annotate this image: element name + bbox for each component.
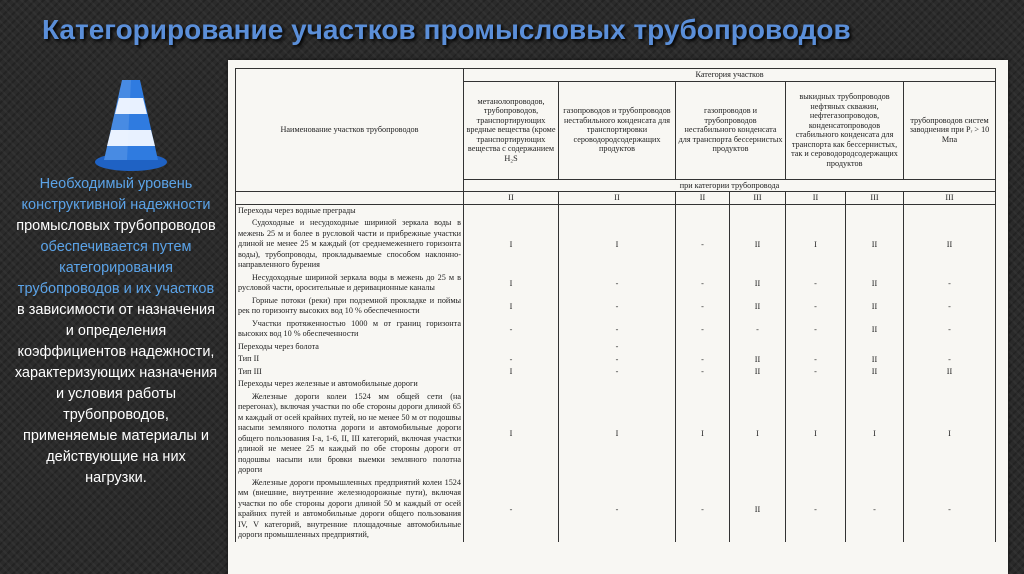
category-value bbox=[730, 204, 786, 217]
category-cell: III bbox=[730, 192, 786, 205]
column-header: метанолопроводов, трубопроводов, транспортирующих вредные вещества (кроме транспортирующих вещества с содержанием H₂S bbox=[464, 81, 559, 179]
category-value: II bbox=[904, 366, 996, 379]
table-row bbox=[236, 341, 996, 354]
category-value: II bbox=[846, 295, 904, 318]
category-cell: III bbox=[904, 192, 996, 205]
category-value: I bbox=[559, 217, 676, 272]
category-value: - bbox=[559, 318, 676, 341]
row-name: Переходы через болота bbox=[236, 341, 464, 354]
category-value bbox=[904, 204, 996, 217]
category-cell: II bbox=[786, 192, 846, 205]
category-value: - bbox=[786, 272, 846, 295]
column-header: газопроводов и трубопроводов нестабильного конденсата для транспортировки сероводородсодержащих продуктов bbox=[559, 81, 676, 179]
column-header: выкидных трубопроводов нефтяных скважин, нефтегазопроводов, конденсатопроводов стабильного конденсата для транспорта как бессернистых, так и сероводородсодержащих продуктов bbox=[786, 81, 904, 179]
table-row bbox=[236, 318, 996, 341]
plain-text: в зависимости от назначения и определения коэффициентов надежности, характеризующих назначения и условия работы трубопроводов, применяемые материалы и действующие на них нагрузки. bbox=[14, 302, 218, 486]
category-value bbox=[786, 204, 846, 217]
category-table bbox=[235, 68, 996, 542]
category-value: I bbox=[464, 391, 559, 477]
category-value bbox=[846, 378, 904, 391]
category-value: - bbox=[786, 318, 846, 341]
category-value bbox=[786, 341, 846, 354]
category-value: I bbox=[464, 217, 559, 272]
category-value: - bbox=[559, 353, 676, 366]
category-value bbox=[846, 204, 904, 217]
row-name: Железные дороги колеи 1524 мм общей сети (на перегонах), включая участки по обе стороны дороги длиной 65 м каждый от осей крайних путей, но не менее 50 м от подошвы насыпи земляного полотна дороги и автомобильные дороги общего пользования I-а, 1-6, II, III категорий, включая участки длиной не менее 25 м каждый по обе стороны дороги от подошвы насыпи или бровки выемки земляного полотна дороги bbox=[236, 391, 464, 477]
corner-header: Наименование участков трубопроводов bbox=[236, 69, 464, 192]
category-value: - bbox=[676, 295, 730, 318]
row-name: Участки протяженностью 1000 м от границ горизонта высоких вод 10 % обеспеченности bbox=[236, 318, 464, 341]
category-value: - bbox=[730, 318, 786, 341]
category-value: II bbox=[730, 217, 786, 272]
category-value bbox=[786, 378, 846, 391]
category-value: - bbox=[464, 318, 559, 341]
traffic-cone-icon bbox=[92, 74, 170, 174]
row-name: Горные потоки (реки) при подземной прокладке и поймы рек по горизонту высоких вод 10 % обеспеченности bbox=[236, 295, 464, 318]
category-value bbox=[559, 378, 676, 391]
category-value: - bbox=[676, 353, 730, 366]
highlight-text: обеспечивается путем категорирования трубопроводов и их участков bbox=[17, 239, 215, 297]
category-value: II bbox=[846, 353, 904, 366]
category-cell: III bbox=[846, 192, 904, 205]
scanned-table-document bbox=[228, 60, 1008, 574]
category-value: I bbox=[559, 391, 676, 477]
category-value bbox=[904, 378, 996, 391]
category-value: - bbox=[904, 272, 996, 295]
table-row bbox=[236, 272, 996, 295]
table-row bbox=[236, 353, 996, 366]
category-value: - bbox=[559, 272, 676, 295]
category-value: - bbox=[904, 477, 996, 542]
category-value: - bbox=[846, 477, 904, 542]
category-value: - bbox=[786, 477, 846, 542]
category-value bbox=[676, 341, 730, 354]
table-body bbox=[236, 204, 996, 542]
category-value bbox=[846, 341, 904, 354]
category-value: - bbox=[786, 366, 846, 379]
column-header: трубопроводов систем заводнения при Pᵣ > 10 Мпа bbox=[904, 81, 996, 179]
category-value: I bbox=[904, 391, 996, 477]
category-value: II bbox=[846, 272, 904, 295]
category-value: - bbox=[676, 217, 730, 272]
category-value: II bbox=[846, 366, 904, 379]
category-value: - bbox=[676, 318, 730, 341]
category-value bbox=[730, 378, 786, 391]
row-name: Судоходные и несудоходные шириной зеркала воды в межень 25 м и более в русловой части и прибрежные участки длиной не менее 25 м каждый (от среднемеженнего горизонта воды), трубопроводы, прокладываемые способом наклонно-направленного бурения bbox=[236, 217, 464, 272]
category-value: II bbox=[846, 318, 904, 341]
table-row bbox=[236, 217, 996, 272]
category-value: I bbox=[464, 272, 559, 295]
category-value bbox=[559, 204, 676, 217]
row-name: Железные дороги промышленных предприятий колеи 1524 мм (внешние, внутренние железнодорожные пути), включая участки по обе стороны дороги длиной 50 м каждый от осей крайних путей и автомобильные дороги общего пользования IV, V категорий, внутренние площадочные автомобильные дороги промышленных предприятий, bbox=[236, 477, 464, 542]
table-row bbox=[236, 366, 996, 379]
category-value: - bbox=[559, 477, 676, 542]
category-value: I bbox=[846, 391, 904, 477]
category-value: II bbox=[730, 477, 786, 542]
category-value: I bbox=[464, 295, 559, 318]
category-value: I bbox=[786, 391, 846, 477]
highlight-text: Необходимый уровень конструктивной надежности bbox=[21, 176, 211, 213]
column-header: газопроводов и трубопроводов нестабильного конденсата для транспорта бессернистых продуктов bbox=[676, 81, 786, 179]
row-name: Несудоходные шириной зеркала воды в межень до 25 м в русловой части, оросительные и деривационные каналы bbox=[236, 272, 464, 295]
table-row bbox=[236, 295, 996, 318]
category-cell: II bbox=[559, 192, 676, 205]
table-row bbox=[236, 378, 996, 391]
category-value: I bbox=[786, 217, 846, 272]
row-name: Тип II bbox=[236, 353, 464, 366]
category-value: - bbox=[464, 477, 559, 542]
category-value: II bbox=[846, 217, 904, 272]
cropped-header-remnant bbox=[228, 60, 1008, 68]
category-value: - bbox=[559, 295, 676, 318]
category-value: - bbox=[559, 366, 676, 379]
category-value: - bbox=[559, 341, 676, 354]
category-value: I bbox=[730, 391, 786, 477]
category-value bbox=[464, 378, 559, 391]
category-value bbox=[464, 341, 559, 354]
blank-cell bbox=[236, 192, 464, 205]
category-value: - bbox=[676, 272, 730, 295]
category-value: II bbox=[730, 366, 786, 379]
table-row bbox=[236, 477, 996, 542]
category-value bbox=[904, 341, 996, 354]
category-value: - bbox=[904, 295, 996, 318]
group-header: Категория участков bbox=[464, 69, 996, 82]
category-value: II bbox=[730, 353, 786, 366]
category-value bbox=[730, 341, 786, 354]
category-value: - bbox=[464, 353, 559, 366]
category-value: II bbox=[730, 272, 786, 295]
category-value: II bbox=[904, 217, 996, 272]
category-value: - bbox=[786, 295, 846, 318]
category-value bbox=[676, 378, 730, 391]
table-row bbox=[236, 391, 996, 477]
slide-title: Категорирование участков промысловых трубопроводов bbox=[42, 14, 851, 45]
category-cell: II bbox=[676, 192, 730, 205]
row-name: Тип III bbox=[236, 366, 464, 379]
category-value bbox=[676, 204, 730, 217]
category-value: - bbox=[676, 366, 730, 379]
category-value: I bbox=[676, 391, 730, 477]
category-cell: II bbox=[464, 192, 559, 205]
category-value: - bbox=[676, 477, 730, 542]
row-name: Переходы через железные и автомобильные дороги bbox=[236, 378, 464, 391]
category-value: II bbox=[730, 295, 786, 318]
category-value bbox=[464, 204, 559, 217]
row-name: Переходы через водные преграды bbox=[236, 204, 464, 217]
category-value: - bbox=[786, 353, 846, 366]
sub-header: при категории трубопровода bbox=[464, 179, 996, 192]
category-value: - bbox=[904, 353, 996, 366]
description-text bbox=[14, 174, 218, 489]
category-value: I bbox=[464, 366, 559, 379]
plain-text: промысловых трубопроводов bbox=[16, 218, 216, 234]
table-row bbox=[236, 204, 996, 217]
category-value: - bbox=[904, 318, 996, 341]
